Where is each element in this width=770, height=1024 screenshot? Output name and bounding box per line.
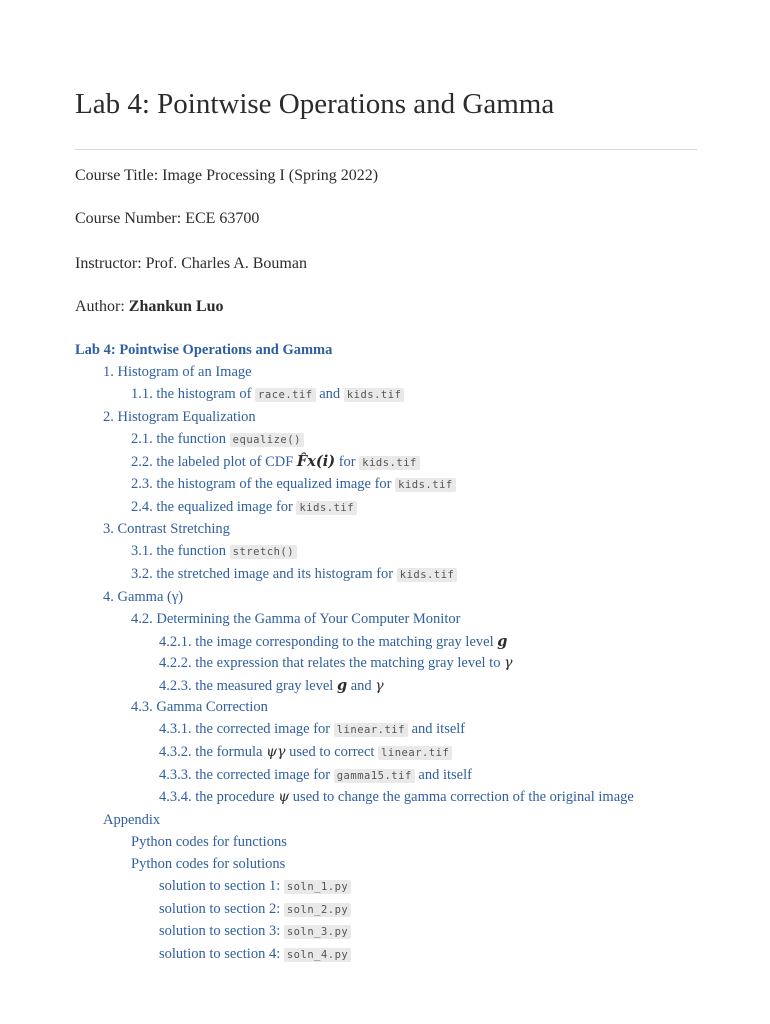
toc-python-solutions-link[interactable]: Python codes for solutions [131,856,286,872]
toc-text: 1.1. the histogram of [131,386,252,402]
toc-text: and itself [411,721,466,737]
toc-solution-2[interactable] [159,901,351,918]
toc-appendix[interactable] [103,812,160,829]
title-divider [75,149,697,150]
author-name: Zhankun Luo [128,298,224,315]
inline-code: soln_2.py [284,903,351,917]
toc-text: 2.2. the labeled plot of CDF [131,454,294,470]
psi-gamma-math: ψγ [266,744,286,760]
inline-code: linear.tif [334,723,408,737]
inline-code: gamma15.tif [334,769,415,783]
toc-text: used to change the gamma correction of the original image [292,789,634,805]
toc-root[interactable] [75,342,332,359]
toc-text: 4.3.4. the procedure [159,789,275,805]
toc-text: 4.3.2. the formula [159,744,263,760]
toc-text: solution to section 4: [159,946,281,962]
inline-code: kids.tif [296,501,357,515]
toc-section-4-2-3[interactable] [159,677,384,695]
toc-section-3[interactable] [103,521,230,538]
toc-section-4-link[interactable]: 4. Gamma (γ) [103,589,184,605]
toc-section-1[interactable] [103,364,252,381]
inline-code: soln_3.py [284,925,351,939]
toc-python-functions[interactable] [131,834,287,851]
inline-code: equalize() [230,433,304,447]
inline-code: soln_1.py [284,880,351,894]
toc-section-2-1[interactable] [131,431,304,448]
toc-root-link[interactable]: Lab 4: Pointwise Operations and Gamma [75,342,333,358]
toc-section-3-link[interactable]: 3. Contrast Stretching [103,521,230,537]
gamma-math: γ [504,655,513,671]
toc-text: solution to section 1: [159,878,281,894]
toc-solution-3[interactable] [159,923,351,940]
toc-section-4-3[interactable] [131,699,268,716]
toc-text: 4.3.1. the corrected image for [159,721,331,737]
toc-section-4-2[interactable] [131,611,460,628]
inline-code: stretch() [230,545,297,559]
toc-section-1-link[interactable]: 1. Histogram of an Image [103,364,252,380]
toc-section-4-3-2[interactable] [159,744,452,761]
inline-code: soln_4.py [284,948,351,962]
inline-code: kids.tif [344,388,405,402]
toc-text: 2.4. the equalized image for [131,499,293,515]
toc-section-4-2-2[interactable] [159,655,512,672]
toc-text: 4.3.3. the corrected image for [159,767,331,783]
instructor: Instructor: Prof. Charles A. Bouman [75,255,307,272]
toc-text: and [350,678,372,694]
inline-code: kids.tif [395,478,456,492]
author-line [75,298,224,316]
toc-section-3-1[interactable] [131,543,297,560]
toc-python-solutions[interactable] [131,856,285,873]
inline-code: kids.tif [359,456,420,470]
toc-text: solution to section 2: [159,901,281,917]
inline-code: linear.tif [378,746,452,760]
toc-section-1-1[interactable] [131,386,404,403]
toc-solution-4[interactable] [159,946,351,963]
toc-section-2-4[interactable] [131,499,357,516]
psi-math: ψ [278,789,290,805]
toc-text: 2.1. the function [131,431,227,447]
toc-section-4-2-link[interactable]: 4.2. Determining the Gamma of Your Computer Monitor [131,611,461,627]
toc-section-2-3[interactable] [131,476,456,493]
author-label: Author: [75,298,125,315]
toc-text: and [319,386,341,402]
course-number: Course Number: ECE 63700 [75,210,260,227]
page-title: Lab 4: Pointwise Operations and Gamma [75,88,555,120]
inline-code: kids.tif [397,568,458,582]
toc-section-2-link[interactable]: 2. Histogram Equalization [103,409,256,425]
toc-text: 3.2. the stretched image and its histogram for [131,566,394,582]
toc-appendix-link[interactable]: Appendix [103,812,161,828]
toc-section-4[interactable] [103,589,183,606]
gray-level-math: g [497,633,508,650]
toc-text: 4.2.3. the measured gray level [159,678,334,694]
toc-text: and itself [418,767,472,783]
toc-section-2-2[interactable] [131,453,420,471]
toc-section-4-2-1[interactable] [159,633,507,651]
toc-section-4-3-1[interactable] [159,721,465,738]
inline-code: race.tif [255,388,316,402]
toc-text: 2.3. the histogram of the equalized image for [131,476,392,492]
course-title: Course Title: Image Processing I (Spring 2022) [75,167,379,184]
toc-solution-1[interactable] [159,878,351,895]
gamma-math: γ [375,678,384,694]
toc-section-4-3-3[interactable] [159,767,472,784]
toc-text: 4.2.2. the expression that relates the matching gray level to [159,655,501,671]
toc-section-3-2[interactable] [131,566,457,583]
toc-section-4-3-link[interactable]: 4.3. Gamma Correction [131,699,268,715]
cdf-math: F̂x(i) [296,453,336,470]
toc-text: for [338,454,356,470]
gray-level-math: g [336,677,348,694]
toc-section-4-3-4[interactable] [159,789,634,806]
toc-section-2[interactable] [103,409,256,426]
toc-python-functions-link[interactable]: Python codes for functions [131,834,287,850]
toc-text: 4.2.1. the image corresponding to the matching gray level [159,634,494,650]
toc-text: used to correct [289,744,375,760]
toc-text: 3.1. the function [131,543,227,559]
toc-text: solution to section 3: [159,923,281,939]
